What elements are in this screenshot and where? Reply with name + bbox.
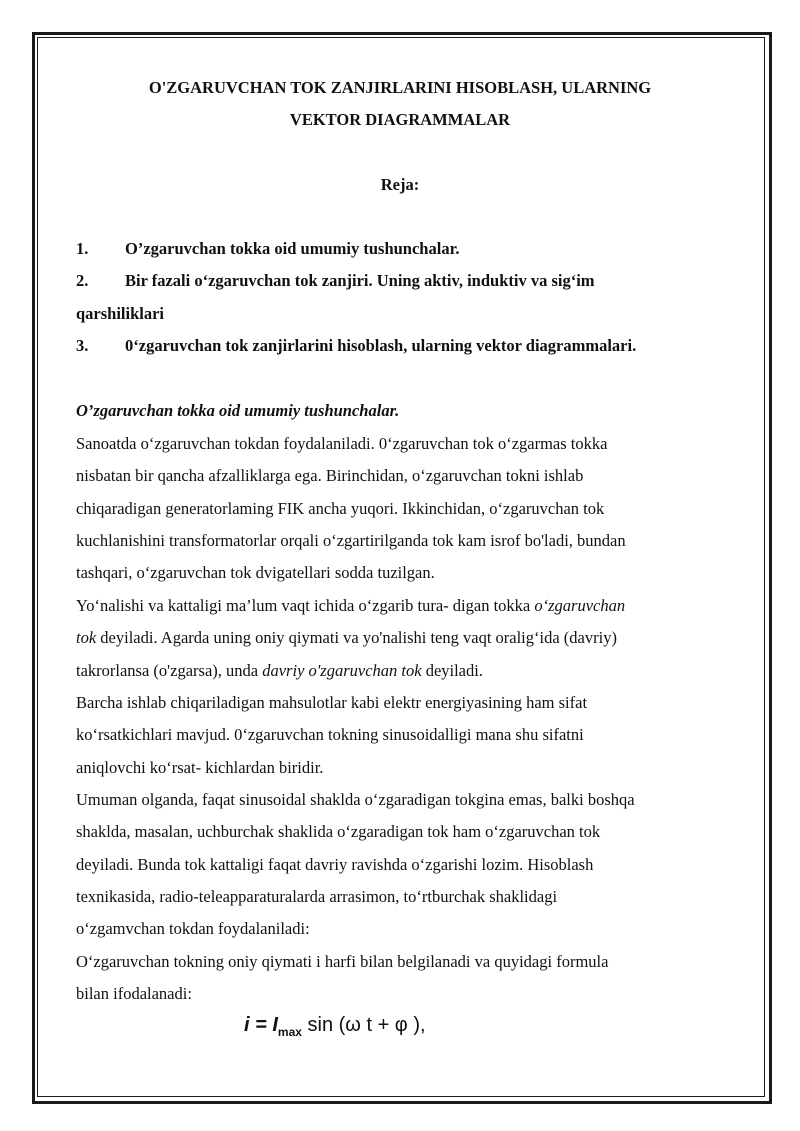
plan-item-2: 2. Bir fazali o‘zgaruvchan tok zanjiri. Uning aktiv, induktiv va sig‘im <box>76 271 595 290</box>
plan-item-3: 3. 0‘zgaruvchan tok zanjirlarini hisoblash, ularning vektor diagrammalari. <box>76 336 637 355</box>
paragraph-4: Umuman olganda, faqat sinusoidal shaklda o‘zgaradigan tokgina emas, balki boshqa shaklda, masalan, uchburchak shaklida o‘zgaradigan tok ham o‘zgaruvchan tok deyiladi. Bunda tok kattaligi faqat davriy ravishda o‘zgarishi lozim. Hisoblash texnikasida, radio-teleapparaturalarda arrasimon, to‘rtburchak shaklidagi o‘zgamvchan tokdan foydalaniladi: <box>76 790 635 939</box>
paragraph-5: O‘zgaruvchan tokning oniy qiymati i harfi bilan belgilanadi va quyidagi formula bilan ifodalanadi: <box>76 952 609 1004</box>
current-formula: $i = I_{max}$ sin (ω t + φ ), <box>244 1014 426 1039</box>
document-title-line-2: VEKTOR DIAGRAMMALAR <box>289 110 511 129</box>
plan-heading: Reja: <box>380 175 420 194</box>
paragraph-3: Barcha ishlab chiqariladigan mahsulotlar kabi elektr energiyasining ham sifat ko‘rsatkichlari mavjud. 0‘zgaruvchan tokning sinusoidalligi mana shu sifatni aniqlovchi ko‘rsat- kichlardan biridir. <box>76 693 588 777</box>
paragraph-2: Yo‘nalishi va kattaligi ma’lum vaqt ichida o‘zgarib tura- digan tokka o‘zgaruvchan tok deyiladi. Agarda uning oniy qiymati va yo'nalishi teng vaqt oralig‘ida (davriy) takrorlansa (o'zgarsa), unda davriy o'zgaruvchan tok deyiladi. <box>76 596 626 680</box>
paragraph-1: Sanoatda o‘zgaruvchan tokdan foydalaniladi. 0‘zgaruvchan tok o‘zgarmas tokka nisbatan bir qancha afzalliklarga ega. Birinchidan, o‘zgaruvchan tokni ishlab chiqaradigan generatorlaming FIK ancha yuqori. Ikkinchidan, o‘zgaruvchan tok kuchlanishini transformatorlar orqali o‘zgartirilganda tok kam isrof bo'ladi, bundan tashqari, o‘zgaruvchan tok dvigatellari sodda tuzilgan. <box>76 434 626 583</box>
plan-item-1: 1. O’zgaruvchan tokka oid umumiy tushunchalar. <box>76 239 460 258</box>
plan-item-2-continuation: qarshiliklari <box>76 304 165 323</box>
document-title-line-1: O'ZGARUVCHAN TOK ZANJIRLARINI HISOBLASH, ULARNING <box>148 78 652 97</box>
section-title: O’zgaruvchan tokka oid umumiy tushunchalar. <box>76 401 400 420</box>
